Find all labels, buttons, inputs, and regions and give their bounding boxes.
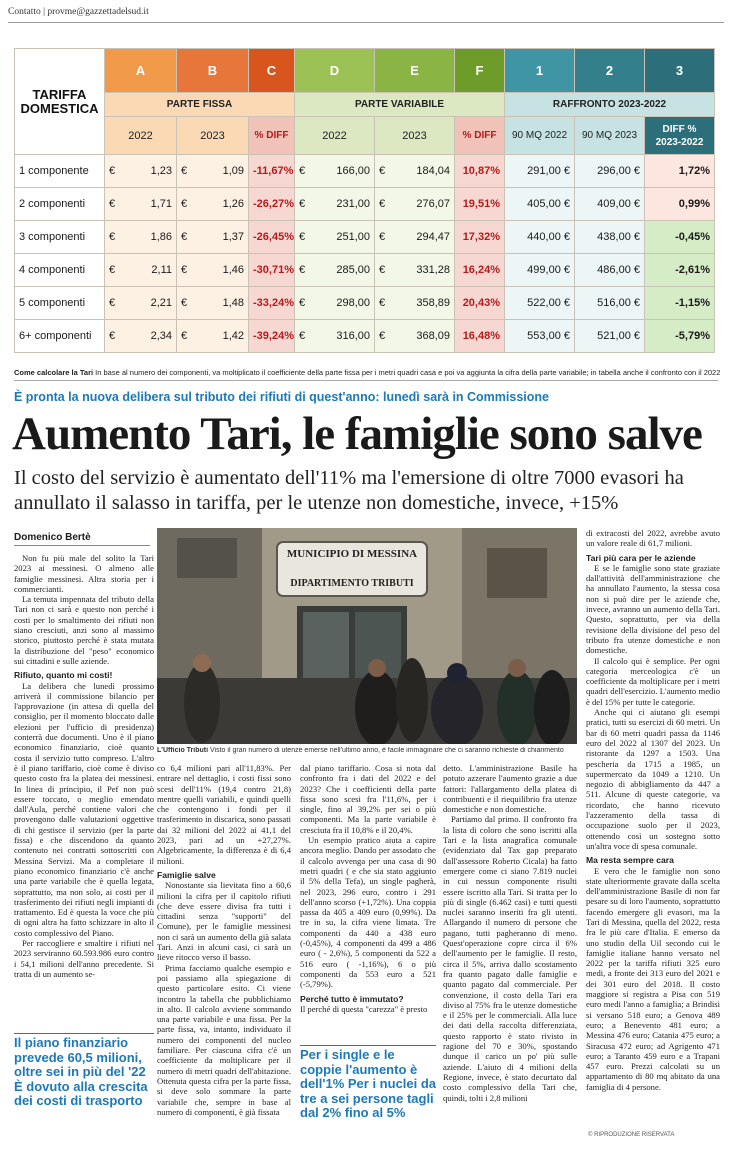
parte-fissa-2022 (105, 188, 177, 221)
paragraph: detto. L'amministrazione Basile ha potuto azzerare l'aumento grazie a due fattori: l'allargamento della platea di contribuenti e il riequilibrio fra utenze domestiche e non domestiche. (443, 763, 577, 815)
contact-line: Contatto | provme@gazzettadelsud.it (8, 7, 149, 17)
parte-variabile-2023 (375, 254, 455, 287)
parte-variabile-2022 (295, 254, 375, 287)
col-letter-b: B (177, 49, 249, 93)
paragraph: E se le famiglie sono state graziate dall'attività dell'amministrazione che ha annullato l'aumento, la stessa cosa non si può dire per le aziende che, invece, avranno un aumento della Tari. Questo, soprattutto, per via della revisione della divisione del peso del tributo fra utenze domestiche e non domestiche. (586, 562, 720, 656)
raffronto-2022: 440,00 € (505, 221, 575, 254)
parte-variabile-2023 (375, 221, 455, 254)
euro-sign: € (181, 231, 188, 243)
euro-sign: € (109, 330, 116, 342)
value: 298,00 (336, 297, 370, 309)
parte-fissa-2022 (105, 254, 177, 287)
article-column-4 (443, 763, 577, 1141)
raffronto-diff: 1,72% (645, 155, 715, 188)
parte-variabile-2023 (375, 320, 455, 353)
building-photo-illustration (157, 528, 577, 744)
col-number-3: 3 (645, 49, 715, 93)
parte-fissa-diff: -11,67% (249, 155, 295, 188)
table-row (15, 155, 715, 188)
parte-fissa-2022 (105, 287, 177, 320)
value: 1,71 (150, 198, 172, 210)
value: 276,07 (416, 198, 450, 210)
group-parte-fissa: PARTE FISSA (105, 93, 295, 117)
photo-caption (157, 747, 577, 754)
pull-quote-rule (14, 1033, 154, 1034)
value: 1,48 (222, 297, 244, 309)
parte-variabile-2022 (295, 287, 375, 320)
table-row (15, 320, 715, 353)
raffronto-diff: 0,99% (645, 188, 715, 221)
value: 251,00 (336, 231, 370, 243)
sub-header: 2022 (295, 117, 375, 155)
euro-sign: € (299, 330, 306, 342)
euro-sign: € (181, 330, 188, 342)
value: 294,47 (416, 231, 450, 243)
parte-variabile-diff: 17,32% (455, 221, 505, 254)
table-row (15, 287, 715, 320)
euro-sign: € (181, 264, 188, 276)
value: 368,09 (416, 330, 450, 342)
col-letter-e: E (375, 49, 455, 93)
parte-variabile-diff: 10,87% (455, 155, 505, 188)
euro-sign: € (379, 198, 386, 210)
value: 1,42 (222, 330, 244, 342)
paragraph: dal piano tariffario. Cosa si nota dal confronto fra i dati del 2022 e del 2023? Che i coefficienti della parte fissa sono scesi fra l'11,6%, per i single, fino al 39,2% per sei o più componenti. Ma la parte variabile è cresciuta fra il 10,8% e il 20,4%. (300, 763, 436, 835)
value: 1,23 (150, 165, 172, 177)
raffronto-2022: 405,00 € (505, 188, 575, 221)
euro-sign: € (181, 297, 188, 309)
raffronto-2023: 521,00 € (575, 320, 645, 353)
paragraph: Anche qui ci aiutano gli esempi pratici, tutti su esercizi di 60 metri. Un bar di 60 metri quadri passa da 1146 euro del 2022 al 1307 del 2023. Un ristorante da 1297 a 1503. Una pescheria da 1715 a 1985, un supermercato da 1049 a 1210. Un negozio di abbigliamento da 447 a 511. Alcune di queste categorie, va ricordato, che hanno ricevuto l'azzeramento della tassa di occupazione suolo per il 2023, ottenendo così un sostegno sotto un'altra voce di spesa comunale. (586, 707, 720, 851)
row-label: 1 componente (15, 155, 105, 188)
tariff-table (14, 48, 715, 353)
article-column-1 (14, 553, 154, 1031)
paragraph: Non fu più male del solito la Tari 2023 ai messinesi. O almeno alle famiglie messinesi. Altra storia per i commercianti. (14, 553, 154, 594)
raffronto-2022: 553,00 € (505, 320, 575, 353)
parte-fissa-diff: -26,27% (249, 188, 295, 221)
value: 166,00 (336, 165, 370, 177)
parte-fissa-2022 (105, 155, 177, 188)
photo-caption-text: Visto il gran numero di utenze emerse nell'ultimo anno, è facile immaginare che ci saranno richieste di chiarimento (208, 747, 564, 754)
col-letter-c: C (249, 49, 295, 93)
parte-fissa-2023 (177, 155, 249, 188)
parte-variabile-2022 (295, 221, 375, 254)
article-column-3 (300, 763, 436, 1045)
value: 1,37 (222, 231, 244, 243)
value: 2,34 (150, 330, 172, 342)
paragraph: Per raccogliere e smaltire i rifiuti nel 2023 serviranno 60.593.986 euro contro i 54,1 milioni dell'anno precedente. Si tratta di un aumento se- (14, 937, 154, 979)
tariff-table-body (15, 155, 715, 353)
parte-variabile-2022 (295, 320, 375, 353)
section-heading: Famiglie salve (157, 869, 216, 880)
value: 2,21 (150, 297, 172, 309)
sub-header: 90 MQ 2022 (505, 117, 575, 155)
value: 1,46 (222, 264, 244, 276)
col-number-1: 1 (505, 49, 575, 93)
sub-header: 2023 (375, 117, 455, 155)
sub-header: DIFF % 2023-2022 (645, 117, 715, 155)
sign-line-2: DIPARTIMENTO TRIBUTI (290, 578, 414, 589)
parte-variabile-2023 (375, 155, 455, 188)
parte-fissa-diff: -39,24% (249, 320, 295, 353)
section-heading: Perché tutto è immutato? (300, 993, 404, 1004)
paragraph: Il calcolo qui è semplice. Per ogni categoria merceologica c'è un coefficiente da moltiplicare per i metri quadri dell'esercizio. L'aumento medio è del 15% per tutte le categorie. (586, 655, 720, 707)
parte-variabile-2022 (295, 155, 375, 188)
table-row (15, 254, 715, 287)
parte-fissa-diff: -33,24% (249, 287, 295, 320)
parte-variabile-diff: 20,43% (455, 287, 505, 320)
paragraph: Il perché di questa "carezza" è presto (300, 1003, 428, 1014)
euro-sign: € (299, 231, 306, 243)
paragraph: di extracosti del 2022, avrebbe avuto un valore reale di 61,7 milioni. (586, 528, 720, 549)
paragraph: La temuta impennata del tributo della Tari non ci sarà e questo non perché i costi per lo smaltimento dei rifiuti non siano cresciuti, anzi sono al massimo storico, piuttosto perché è stata mutata la distribuzione del "peso" economico sui cittadini e sulle aziende. (14, 594, 154, 666)
value: 316,00 (336, 330, 370, 342)
sign-line-1: MUNICIPIO DI MESSINA (286, 548, 418, 560)
pull-quote-2: Per i single e le coppie l'aumento è dell'1% Per i nuclei da tre a sei persone tagli dal 2% fino al 5% (300, 1047, 437, 1120)
paragraph: co 6,4 milioni pari all'11,83%. Per entrare nel dettaglio, i costi fissi sono scesi dell'11% (19,4 contro 21,8) mentre quelli variabili, e quindi quelli che contengono i fondi per il trasferimento in discarica, sono passati dai 32 milioni del 2022 ai 41,1 del 2023, pari ad un +27,27%. Algebricamente, la differenza è di 6,4 milioni. (157, 763, 291, 866)
parte-variabile-diff: 16,48% (455, 320, 505, 353)
parte-variabile-2023 (375, 287, 455, 320)
top-divider (8, 22, 724, 23)
sub-header: 2023 (177, 117, 249, 155)
raffronto-2023: 438,00 € (575, 221, 645, 254)
paragraph: Prima facciamo qualche esempio e poi passiamo alla spiegazione di questo particolare esito. Ci viene incontro la tabella che pubblichiamo in alto. Il calcolo avviene sommando una parte variabile e una fissa. Per la parte fissa, va, intanto, individuato il numero dei componenti del nucleo familiare. Per ciascuna cifra c'è un coefficiente da moltiplicare per il numero di metri quadri dell'abitazione. Ottenuta questa cifra per la parte fissa, si deve solo sommare la parte variabile che, sempre in base al numero di componenti, è già fissata (157, 962, 291, 1117)
parte-fissa-2022 (105, 221, 177, 254)
raffronto-2023: 409,00 € (575, 188, 645, 221)
euro-sign: € (181, 165, 188, 177)
photo-caption-title: L'Ufficio Tributi (157, 747, 209, 754)
parte-fissa-2023 (177, 254, 249, 287)
euro-sign: € (379, 264, 386, 276)
euro-sign: € (299, 198, 306, 210)
raffronto-2022: 291,00 € (505, 155, 575, 188)
row-label: 5 componenti (15, 287, 105, 320)
row-label: 4 componenti (15, 254, 105, 287)
euro-sign: € (379, 165, 386, 177)
subheadline: Il costo del servizio è aumentato dell'11% ma l'emersione di oltre 7000 evasori ha annullato il salasso in tariffa, per le utenze non domestiche, invece, +15% (14, 467, 684, 514)
parte-fissa-diff: -30,71% (249, 254, 295, 287)
sub-header: 90 MQ 2023 (575, 117, 645, 155)
parte-fissa-diff: -26,45% (249, 221, 295, 254)
raffronto-2022: 522,00 € (505, 287, 575, 320)
euro-sign: € (109, 198, 116, 210)
byline-divider (14, 545, 150, 546)
col-letter-d: D (295, 49, 375, 93)
euro-sign: € (379, 297, 386, 309)
value: 358,89 (416, 297, 450, 309)
parte-fissa-2023 (177, 287, 249, 320)
parte-variabile-diff: 16,24% (455, 254, 505, 287)
row-label: 2 componenti (15, 188, 105, 221)
row-label: 6+ componenti (15, 320, 105, 353)
value: 1,09 (222, 165, 244, 177)
table-caption (14, 368, 732, 377)
euro-sign: € (181, 198, 188, 210)
copyright: © RIPRODUZIONE RISERVATA (588, 1132, 675, 1138)
paragraph: Un esempio pratico aiuta a capire ancora meglio. Dando per assodato che il calcolo avvenga per una casa di 90 metri quadri ( e che sia stato aggiunto il 5% della Tefa), un single pagherà, nel 2023, 296 euro, contro i 291 dell'anno scorso (+1,72%). Una coppia passa da 405 a 409 euro (0,99%). Da tre in su, la cifra viene limata. Tre componenti da 440 a 438 euro (-0,45%), 4 componenti da 499 a 486 euro ( - 2,6%), 5 componenti da 522 a 516 euro ( -1,16%), 6 o più componenti da 553 euro a 521 (-5,79%). (300, 835, 436, 990)
raffronto-2023: 296,00 € (575, 155, 645, 188)
parte-variabile-2023 (375, 188, 455, 221)
group-parte-variabile: PARTE VARIABILE (295, 93, 505, 117)
raffronto-diff: -5,79% (645, 320, 715, 353)
col-number-2: 2 (575, 49, 645, 93)
caption-text: In base al numero dei componenti, va moltiplicato il coefficiente della parte fissa per i metri quadri casa e poi va aggiunta la cifra della parte variabile; in tabella anche il confronto con il 2022 (93, 368, 721, 377)
kicker: È pronta la nuova delibera sul tributo dei rifiuti di quest'anno: lunedì sarà in Commissione (14, 390, 549, 404)
section-heading: Rifiuto, quanto mi costi! (14, 670, 113, 681)
sub-header: % DIFF (249, 117, 295, 155)
euro-sign: € (299, 165, 306, 177)
parte-variabile-2022 (295, 188, 375, 221)
section-heading: Tari più cara per le aziende (586, 552, 696, 563)
parte-fissa-2023 (177, 221, 249, 254)
section-heading: Ma resta sempre cara (586, 855, 674, 866)
pull-quote-1: Il piano finanziario prevede 60,5 milioni, oltre sei in più del '22 È dovuto alla crescita dei costi di trasporto (14, 1035, 148, 1108)
raffronto-diff: -1,15% (645, 287, 715, 320)
photo-ufficio-tributi (157, 528, 577, 744)
value: 2,11 (151, 264, 172, 276)
euro-sign: € (379, 231, 386, 243)
paragraph: Nonostante sia lievitata fino a 60,6 milioni la cifra per il capitolo rifiuti (che deve essere divisa fra tutti i cittadini senza "supporti" del Comune), per le famiglie messinesi non ci sarà un aumento della già salata Tari. Anzi in alcuni casi, ci sarà un lieve ritocco verso il basso. (157, 880, 291, 963)
parte-fissa-2022 (105, 320, 177, 353)
parte-fissa-2023 (177, 320, 249, 353)
paragraph: Partiamo dal primo. Il confronto fra la lista di coloro che sono iscritti alla Tari e la lista anagrafica comunale (evidenziato dal Tax gap preparato dall'assessore Roberto Cicala) ha fatto emergere come ci siano 7.819 nuclei in cui nessun componente risulti essere iscritto alla Tari. Si tratta per lo più di single (6.462 casi) e tutti questi nuclei saranno inseriti fra gli utenti. Allargando il numero di persone che pagano, tutti pagheranno di meno. Quest'operazione copre circa il 6% dell'aumento per le famiglie. Il resto, circa il 5%, arriva dallo scostamento fra quanto pagato dalle famiglie e quanto pagato dal commerciale. Per convenzione, il costo della Tari era diviso al 75% fra le utenze domestiche e il 25% per le commerciali. Alla luce dei dati della raccolta differenziata, questo rapporto è stato rivisto in ragione del 70 e 30%, spostando dunque il carico un po' più sulle aziende. L'aiuto di 4 milioni della Regione, invece, è stato decurtato dal costo complessivo della Tari che, quindi, tolti i 2,8 milioni (443, 814, 577, 1103)
paragraph: E vero che le famiglie non sono state ulteriormente gravate dalla scelta dell'amministrazione Basile di non far pesare su di loro l'aumento, soprattutto facendo emergere gli evasori, ma la Tari di Messina, quella del 2022, resta fra le più care d'Italia. E emerso da uno studio della Uil secondo cui le famiglie italiane hanno versato nel 2022 per la tariffa rifiuti 325 euro medi, a fronte dei 313 euro del 2021 e dei 301 euro del 2018. Il costo maggiore si registra a Pisa con 519 euro medi l'anno a famiglia; a Brindisi si versano 518 euro; a Genova 489 euro; a Benevento 481 euro; a Messina 476 euro; Catania 475 euro; a Siracusa 472 euro; ad Agrigento 471 euro; a Taranto 459 euro e a Trapani 457 euro. Prezzi calcolati su un appartamento di 80 mq abitato da una famiglia di 4 persone. (586, 865, 720, 1092)
sub-header: 2022 (105, 117, 177, 155)
table-row (15, 221, 715, 254)
euro-sign: € (109, 264, 116, 276)
value: 285,00 (336, 264, 370, 276)
article-column-5 (586, 528, 720, 1132)
headline: Aumento Tari, le famiglie sono salve (12, 408, 702, 460)
col-letter-f: F (455, 49, 505, 93)
euro-sign: € (109, 165, 116, 177)
raffronto-2022: 499,00 € (505, 254, 575, 287)
euro-sign: € (379, 330, 386, 342)
caption-divider (14, 380, 718, 381)
value: 1,26 (222, 198, 244, 210)
value: 231,00 (336, 198, 370, 210)
col-letter-a: A (105, 49, 177, 93)
euro-sign: € (299, 264, 306, 276)
row-label: 3 componenti (15, 221, 105, 254)
raffronto-diff: -2,61% (645, 254, 715, 287)
value: 331,28 (416, 264, 450, 276)
byline: Domenico Bertè (14, 532, 91, 543)
pull-quote-rule (300, 1045, 436, 1046)
group-raffronto: RAFFRONTO 2023-2022 (505, 93, 715, 117)
value: 184,04 (416, 165, 450, 177)
article-column-2 (157, 763, 291, 1138)
raffronto-2023: 486,00 € (575, 254, 645, 287)
parte-fissa-2023 (177, 188, 249, 221)
value: 1,86 (150, 231, 172, 243)
parte-variabile-diff: 19,51% (455, 188, 505, 221)
table-row (15, 188, 715, 221)
raffronto-diff: -0,45% (645, 221, 715, 254)
corner-label: TARIFFA DOMESTICA (15, 49, 105, 155)
euro-sign: € (299, 297, 306, 309)
euro-sign: € (109, 231, 116, 243)
sub-header: % DIFF (455, 117, 505, 155)
paragraph: La delibera che lunedì prossimo arriverà il commissione bilancio per l'approvazione (in attesa di quella del consiglio, per il momento bloccato dalle elezioni per l'ufficio di presidenza) conterrà due documenti. Uno è il piano economico finanziario, cioè quanto costa il servizio tutto compreso. L'altro è il piano tariffario, cioè come è diviso questo costo fra la platea dei messinesi. In linea di principio, il Pef non può essere toccato, o meglio emendato dall'Aula, perché contiene valori che provengono dalle valutazioni oggettive di chi gestisce il servizio (per la parte fissa) e che discendono da quanto contenuto nei contratti sottoscritti con Messina Servizi. Ma a completare il piano economico finanziario c'è anche una parte variabile che è quella legata, soprattutto, ma non solo, ai costi per il trasferimento dei rifiuti negli impianti di trattamento. Ed è questa la voce che più di ogni altra ha fatto schizzare in alto il costo complessivo del Piano. (14, 680, 154, 938)
caption-title: Come calcolare la Tari (14, 368, 94, 377)
euro-sign: € (109, 297, 116, 309)
raffronto-2023: 516,00 € (575, 287, 645, 320)
